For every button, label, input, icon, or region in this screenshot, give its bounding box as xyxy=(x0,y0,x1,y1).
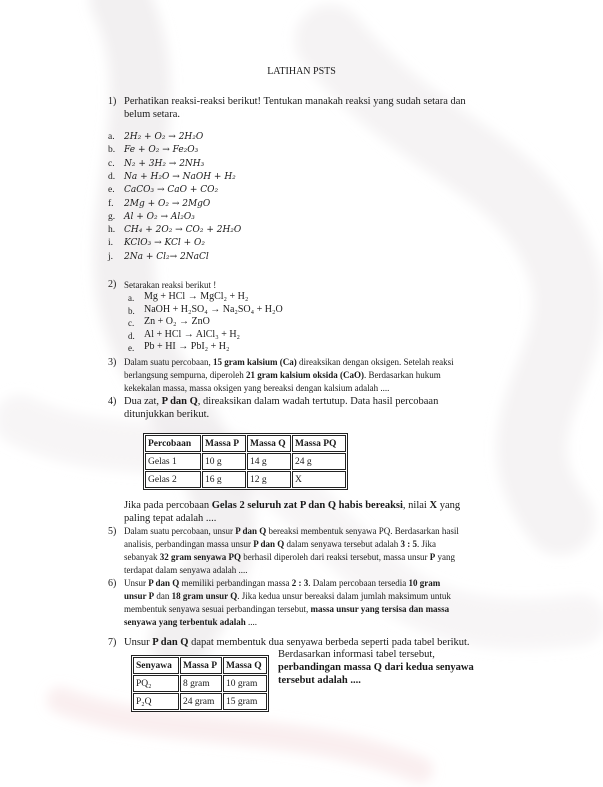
q2-item-letter: e. xyxy=(128,343,135,354)
q1-item-equation: CH₄ + 2O₂ → CO₂ + 2H₂O xyxy=(124,225,242,236)
table-cell: 12 g xyxy=(247,471,291,488)
q1-text-line1: Perhatikan reaksi-reaksi berikut! Tentukan manakah reaksi yang sudah setara dan xyxy=(124,96,466,107)
q7-data-table xyxy=(131,655,269,712)
q4-line2: ditunjukkan berikut. xyxy=(124,409,210,420)
q2-item-equation: NaOH + H₂SO₄ → Na₂SO₄ + H₂O xyxy=(144,303,283,315)
q7-line1: Unsur P dan Q dapat membentuk dua senyawa berbeda seperti pada tabel berikut. xyxy=(124,637,470,648)
table-row xyxy=(145,453,346,470)
q7-number: 7) xyxy=(108,637,117,648)
q6-line2: unsur P dan 18 gram unsur Q. Jika kedua unsur bereaksi dalam jumlah maksimum untuk xyxy=(124,591,451,601)
q2-item-letter: c. xyxy=(128,318,135,329)
table-cell: 10 gram xyxy=(223,675,267,692)
q1-item-letter: d. xyxy=(108,171,116,182)
q1-item-letter: j. xyxy=(108,251,114,262)
q6-line4: senyawa yang terbentuk adalah .... xyxy=(124,617,258,627)
q7-side-line3: tersebut adalah .... xyxy=(278,675,361,686)
q4-number: 4) xyxy=(108,396,117,407)
table-header-row xyxy=(133,657,267,674)
table-cell: PQ₂ xyxy=(133,675,179,692)
table-header-cell: Massa P xyxy=(202,435,246,452)
table-cell: 14 g xyxy=(247,453,291,470)
q4-line1: Dua zat, P dan Q, direaksikan dalam wadah tertutup. Data hasil percobaan xyxy=(124,396,439,407)
table-cell: 24 gram xyxy=(180,693,222,710)
q1-item-letter: b. xyxy=(108,145,116,156)
table-row xyxy=(145,471,346,488)
q7-side-line1: Berdasarkan informasi tabel tersebut, xyxy=(278,649,435,660)
table-header-cell: Massa Q xyxy=(247,435,291,452)
q1-item-equation: 2Na + Cl₂→ 2NaCl xyxy=(124,251,209,262)
page-title: LATIHAN PSTS xyxy=(267,66,336,77)
q6-line3: membentuk senyawa sesuai perbandingan tersebut, massa unsur yang tersisa dan massa xyxy=(124,604,450,614)
table-header-cell: Percobaan xyxy=(145,435,201,452)
q1-item-equation: 2H₂ + O₂ → 2H₂O xyxy=(124,132,204,142)
table-cell: 15 gram xyxy=(223,693,267,710)
q2-item-letter: b. xyxy=(128,305,135,316)
q2-item-letter: d. xyxy=(128,330,135,341)
q5-line4: terdapat dalam senyawa adalah .... xyxy=(124,565,248,575)
table-cell: 16 g xyxy=(202,471,246,488)
q5-line1: Dalam suatu percobaan, unsur P dan Q bereaksi membentuk senyawa PQ. Berdasarkan hasil xyxy=(124,526,459,536)
table-cell: Gelas 1 xyxy=(145,453,201,470)
q2-item-equation: Zn + O₂ → ZnO xyxy=(144,316,210,328)
q1-item-equation: 2Mg + O₂ → 2MgO xyxy=(124,198,211,209)
q1-item-equation: KClO₃ → KCl + O₂ xyxy=(124,238,205,249)
q5-number: 5) xyxy=(108,526,117,537)
q1-item-letter: h. xyxy=(108,225,116,236)
table-header-cell: Massa Q xyxy=(223,657,267,674)
q2-number: 2) xyxy=(108,279,117,290)
q5-line2: analisis, perbandingan massa unsur P dan Q dalam senyawa tersebut adalah 3 : 5. Jika xyxy=(124,539,436,549)
q2-item-letter: a. xyxy=(128,293,135,303)
q1-item-letter: i. xyxy=(108,238,114,249)
q1-item-letter: c. xyxy=(108,158,115,169)
table-cell: 24 g xyxy=(292,453,346,470)
q2-text: Setarakan reaksi berikut ! xyxy=(124,280,217,290)
q2-item-equation: Al + HCl → AlCl₃ + H₂ xyxy=(144,328,241,340)
q1-item-letter: e. xyxy=(108,185,115,196)
q1-item-letter: f. xyxy=(108,198,114,209)
q4-question-line2: paling tepat adalah .... xyxy=(124,513,217,524)
table-header-row xyxy=(145,435,346,452)
table-row xyxy=(133,693,267,710)
q1-number: 1) xyxy=(108,96,117,107)
q1-item-equation: N₂ + 3H₂ → 2NH₃ xyxy=(124,158,205,169)
q1-item-equation: CaCO₃ → CaO + CO₂ xyxy=(124,185,219,196)
q4-question-line1: Jika pada percobaan Gelas 2 seluruh zat P dan Q habis bereaksi, nilai X yang xyxy=(124,500,461,511)
q3-line3: kekekalan massa, massa oksigen yang bereaksi dengan kalsium adalah .... xyxy=(124,383,390,393)
table-cell: Gelas 2 xyxy=(145,471,201,488)
table-cell: P₂Q xyxy=(133,693,179,710)
q1-item-equation: Fe + O₂ → Fe₂O₃ xyxy=(124,145,199,156)
q4-data-table xyxy=(143,433,348,490)
table-header-cell: Senyawa xyxy=(133,657,179,674)
table-header-cell: Massa P xyxy=(180,657,222,674)
q6-line1: Unsur P dan Q memiliki perbandingan massa 2 : 3. Dalam percobaan tersedia 10 gram xyxy=(124,578,441,588)
table-header-cell: Massa PQ xyxy=(292,435,346,452)
q1-item-equation: Al + O₂ → Al₂O₃ xyxy=(124,211,195,222)
q7-side-line2: perbandingan massa Q dari kedua senyawa xyxy=(278,662,474,673)
q2-item-equation: Pb + HI → PbI₂ + H₂ xyxy=(144,341,230,353)
table-cell: 8 gram xyxy=(180,675,222,692)
table-cell: X xyxy=(292,471,346,488)
q2-item-equation: Mg + HCl → MgCl₂ + H₂ xyxy=(144,291,249,302)
table-cell: 10 g xyxy=(202,453,246,470)
q1-text-line2: belum setara. xyxy=(124,109,180,120)
q6-number: 6) xyxy=(108,578,117,589)
q1-item-letter: g. xyxy=(108,211,116,222)
q3-line2: berlangsung sempurna, diperoleh 21 gram kalsium oksida (CaO). Berdasarkan hukum xyxy=(124,370,441,380)
q3-number: 3) xyxy=(108,357,117,368)
q1-item-letter: a. xyxy=(108,132,115,142)
q1-item-equation: Na + H₂O → NaOH + H₂ xyxy=(124,171,236,182)
q3-line1: Dalam suatu percobaan, 15 gram kalsium (Ca) direaksikan dengan oksigen. Setelah reaksi xyxy=(124,357,454,367)
table-row xyxy=(133,675,267,692)
q5-line3: sebanyak 32 gram senyawa PQ berhasil diperoleh dari reaksi tersebut, massa unsur P yang xyxy=(124,552,455,562)
